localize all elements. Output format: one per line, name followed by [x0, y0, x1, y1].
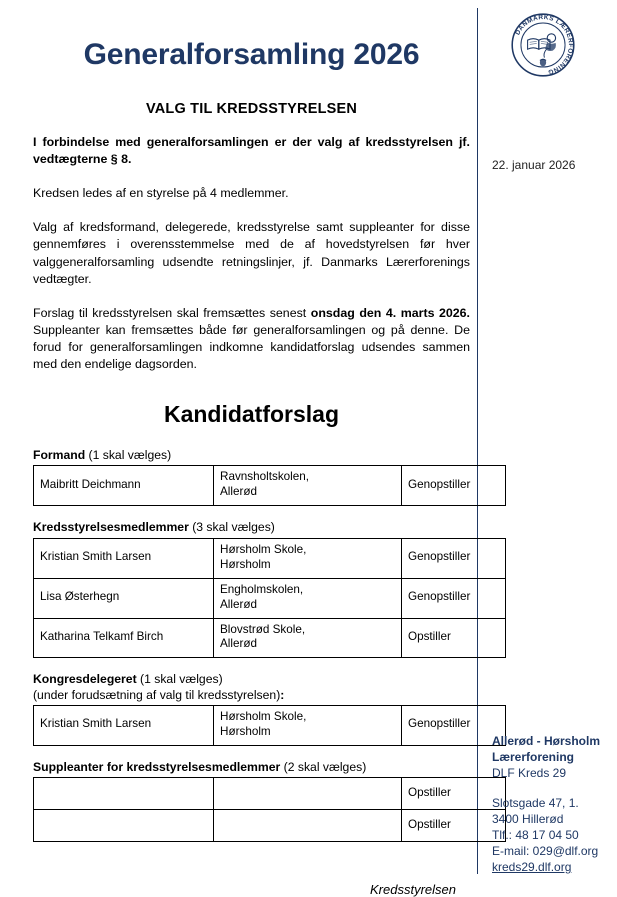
- candidate-group-title: Kongresdelegeret: [33, 672, 137, 687]
- candidate-school-cell[interactable]: Ravnsholtskolen, Allerød: [214, 466, 402, 506]
- organization-name-line1: Allerød - Hørsholm: [492, 734, 601, 748]
- candidate-name-cell[interactable]: Katharina Telkamf Birch: [34, 618, 214, 658]
- document-subtitle: VALG TIL KREDSSTYRELSEN: [145, 101, 358, 117]
- candidate-status-cell[interactable]: Genopstiller: [402, 705, 506, 745]
- street-address: Slotsgade 47, 1.: [492, 795, 579, 810]
- candidate-group-condition: (under forudsætning af valg til kredsstyrelsen):: [33, 687, 285, 702]
- candidate-group-label: [33, 760, 470, 777]
- candidate-group-title: Formand: [33, 448, 86, 463]
- candidate-group-title: Kredsstyrelsesmedlemmer: [33, 520, 189, 535]
- candidate-group: [33, 434, 470, 506]
- candidate-table: [33, 465, 506, 506]
- candidate-name-cell[interactable]: Maibritt Deichmann: [34, 466, 214, 506]
- candidate-status-cell[interactable]: Opstiller: [402, 618, 506, 658]
- candidate-group-condition-colon: :: [280, 687, 285, 702]
- deadline-paragraph: [33, 288, 470, 373]
- website-link[interactable]: kreds29.dlf.org: [492, 860, 572, 875]
- organization-name-line2: Lærerforening: [492, 750, 575, 765]
- election-rules-paragraph: Valg af kredsformand, delegerede, kredsstyrelse samt suppleanter for disse gennemføres i overensstemmelse med de af hovedstyrelsen før hver valggeneralforsamling udsendte retningslinjer, jf. Danmarks Lærerforenings vedtægter.: [33, 220, 470, 286]
- address-block: [492, 782, 600, 876]
- candidate-group-label: [33, 448, 470, 465]
- city-address: 3400 Hillerød: [492, 811, 564, 826]
- signature: Kredsstyrelsen: [370, 882, 456, 897]
- candidate-table: [33, 777, 506, 842]
- table-row: [34, 538, 506, 578]
- candidate-school-cell[interactable]: [214, 810, 402, 842]
- page-title: Generalforsamling 2026: [83, 38, 420, 71]
- table-row: [34, 778, 506, 810]
- candidate-status-cell[interactable]: Genopstiller: [402, 538, 506, 578]
- board-size-paragraph: Kredsen ledes af en styrelse på 4 medlemmer.: [33, 186, 289, 201]
- candidate-group-title: Suppleanter for kredsstyrelsesmedlemmer: [33, 759, 281, 774]
- candidate-group-label: [33, 672, 470, 705]
- candidate-table: [33, 538, 506, 659]
- table-row: [34, 618, 506, 658]
- phone-number: Tlf.: 48 17 04 50: [492, 827, 579, 842]
- contact-block: [492, 733, 600, 876]
- candidate-group-count-note: (2 skal vælges): [280, 759, 367, 774]
- svg-text:DANMARKS LÆRERFORENING: DANMARKS LÆRERFORENING: [514, 13, 574, 76]
- candidate-group: [33, 506, 470, 658]
- candidate-groups: [33, 434, 470, 842]
- candidate-school-cell[interactable]: Engholmskolen, Allerød: [214, 578, 402, 618]
- table-row: [34, 466, 506, 506]
- section-heading-kandidatforslag: Kandidatforslag: [163, 401, 340, 428]
- deadline-text-tail: Suppleanter kan fremsættes både før generalforsamlingen og på denne. De forud for generalforsamlingen indkomne kandidatforslag udsendes sammen med den endelige dagsorden.: [33, 322, 470, 372]
- candidate-table: [33, 705, 506, 746]
- email-address: E-mail: 029@dlf.org: [492, 844, 599, 859]
- candidate-school-cell[interactable]: Blovstrød Skole, Allerød: [214, 618, 402, 658]
- candidate-school-cell[interactable]: Hørsholm Skole, Hørsholm: [214, 538, 402, 578]
- candidate-group: [33, 746, 470, 842]
- deadline-text-lead: Forslag til kredsstyrelsen skal fremsættes senest: [33, 305, 311, 320]
- candidate-status-cell[interactable]: Genopstiller: [402, 466, 506, 506]
- organization-unit: DLF Kreds 29: [492, 766, 567, 781]
- candidate-name-cell[interactable]: Lisa Østerhegn: [34, 578, 214, 618]
- danmarks-laererforening-seal-icon: [508, 10, 578, 80]
- candidate-group-count-note: (3 skal vælges): [188, 520, 275, 535]
- table-row: [34, 578, 506, 618]
- candidate-name-cell[interactable]: Kristian Smith Larsen: [34, 538, 214, 578]
- candidate-status-cell[interactable]: Genopstiller: [402, 578, 506, 618]
- deadline-date: onsdag den 4. marts 2026.: [310, 305, 470, 320]
- table-row: [34, 810, 506, 842]
- candidate-group-count-note: (1 skal vælges): [85, 448, 172, 463]
- candidate-status-cell[interactable]: Opstiller: [402, 778, 506, 810]
- candidate-name-cell[interactable]: [34, 810, 214, 842]
- candidate-group-count-note: (1 skal vælges): [136, 672, 223, 687]
- candidate-group-label: [33, 520, 470, 537]
- candidate-name-cell[interactable]: Kristian Smith Larsen: [34, 705, 214, 745]
- main-content-column: [33, 0, 470, 897]
- candidate-school-cell[interactable]: Hørsholm Skole, Hørsholm: [214, 705, 402, 745]
- document-date: 22. januar 2026: [492, 158, 576, 172]
- candidate-status-cell[interactable]: Opstiller: [402, 810, 506, 842]
- table-row: [34, 705, 506, 745]
- candidate-school-cell[interactable]: [214, 778, 402, 810]
- candidate-group: [33, 658, 470, 745]
- candidate-name-cell[interactable]: [34, 778, 214, 810]
- intro-paragraph: I forbindelse med generalforsamlingen er der valg af kredsstyrelsen jf. vedtægterne § 8.: [33, 135, 470, 167]
